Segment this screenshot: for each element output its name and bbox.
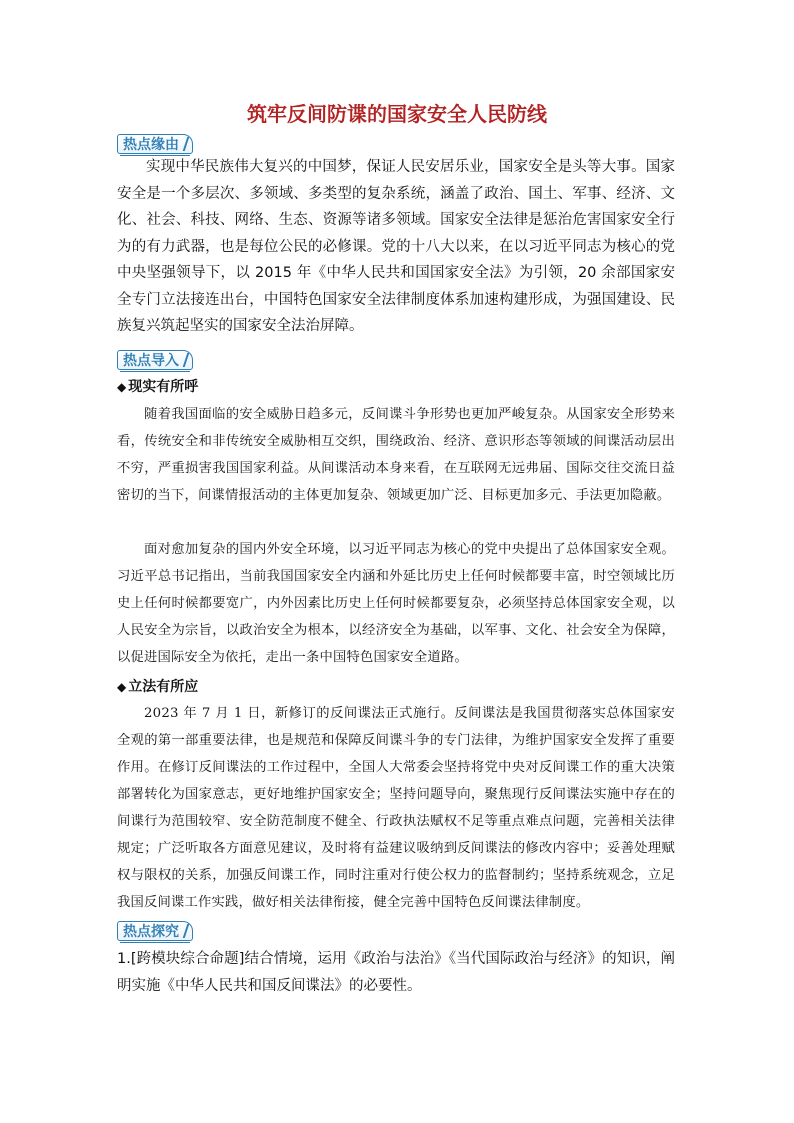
reality-heading [117,377,198,397]
tag-slash-icon [178,924,190,938]
diamond-bullet-icon: ◆ [117,680,127,694]
legislation-paragraph: 2023 年 7 月 1 日，新修订的反间谍法正式施行。反间谍法是我国贯彻落实总体国家安全观的第一部重要法律，也是规范和保障反间谍斗争的专门法律，为维护国家安全发挥了重要作用。在修订反间谍法的工作过程中，全国人大常委会坚持将党中央对反间谍工作的重大决策部署转化为国家意志，更好地维护国家安全；坚持问题导向，聚焦现行反间谍法实施中存在的间谍行为范围较窄、安全防范制度不健全、行政执法赋权不足等重点难点问题，完善相关法律规定；广泛听取各方面意见建议，及时将有益建议吸纳到反间谍法的修改内容中；妥善处理赋权与限权的关系，加强反间谍工作，同时注重对行使公权力的监督制约；坚持系统观念，立足我国反间谍工作实践，做好相关法律衔接，健全完善中国特色反间谍法律制度。 [117,706,675,910]
legislation-heading-text: 立法有所应 [128,679,199,695]
tag-slash-icon [178,137,190,151]
tag-underline [120,942,190,943]
question-1: 1.[跨模块综合命题]结合情境，运用《政治与法治》《当代国际政治与经济》的知识，阐明实施《中华人民共和国反间谍法》的必要性。 [117,951,675,994]
section-tag-import [117,350,193,370]
section-tag-origin [117,134,193,154]
tag-underline [120,371,190,372]
section-tag-explore-label: 热点探究 [123,924,179,940]
reality-paragraph-1: 随着我国面临的安全威胁日趋多元，反间谍斗争形势也更加严峻复杂。从国家安全形势来看，传统安全和非传统安全威胁相互交织，围绕政治、经济、意识形态等领域的间谍活动层出不穷，严重损害我国国家利益。从间谍活动本身来看，在互联网无远弗届、国际交往交流日益密切的当下，间谍情报活动的主体更加复杂、领域更加广泛、目标更加多元、手法更加隐蔽。 [117,407,675,503]
section-tag-explore [117,921,193,941]
section-tag-import-label: 热点导入 [123,353,179,369]
reality-heading-text: 现实有所呼 [128,379,199,395]
diamond-bullet-icon: ◆ [117,380,127,394]
intro-paragraph: 实现中华民族伟大复兴的中国梦，保证人民安居乐业，国家安全是头等大事。国家安全是一个多层次、多领域、多类型的复杂系统，涵盖了政治、国土、军事、经济、文化、社会、科技、网络、生态、资源等诸多领域。国家安全法律是惩治危害国家安全行为的有力武器，也是每位公民的必修课。党的十八大以来，在以习近平同志为核心的党中央坚强领导下，以 2015 年《中华人民共和国国家安全法》为引领，20 余部国家安全专门立法接连出台，中国特色国家安全法律制度体系加速构建形成，为强国建设、民族复兴筑起坚实的国家安全法治屏障。 [117,159,675,334]
page-title: 筑牢反间防谍的国家安全人民防线 [247,102,547,126]
tag-slash-icon [178,353,190,367]
legislation-heading [117,677,198,697]
reality-paragraph-2: 面对愈加复杂的国内外安全环境，以习近平同志为核心的党中央提出了总体国家安全观。习近平总书记指出，当前我国国家安全内涵和外延比历史上任何时候都要丰富，时空领域比历史上任何时候都要宽广，内外因素比历史上任何时候都要复杂，必须坚持总体国家安全观，以人民安全为宗旨，以政治安全为根本，以经济安全为基础，以军事、文化、社会安全为保障，以促进国际安全为依托，走出一条中国特色国家安全道路。 [117,542,675,665]
section-tag-origin-label: 热点缘由 [123,137,179,153]
